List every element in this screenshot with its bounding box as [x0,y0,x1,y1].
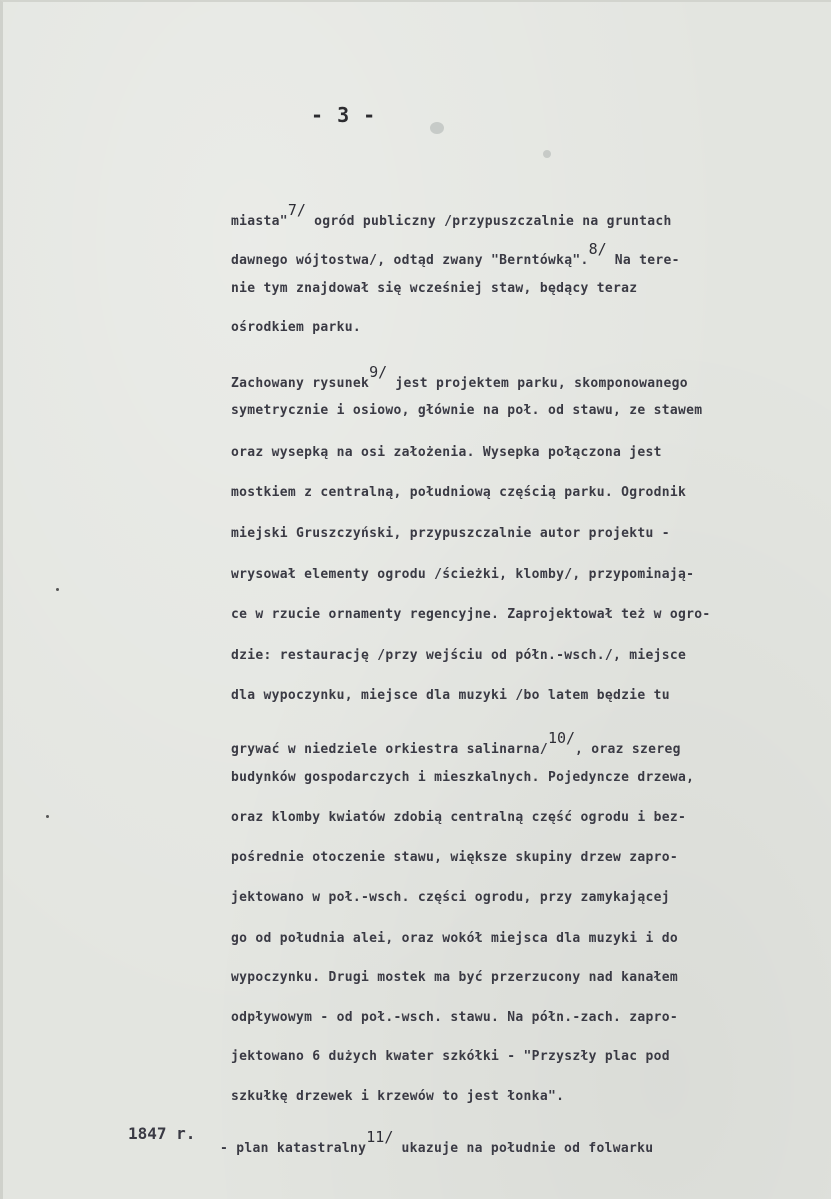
paper-speck [430,122,444,134]
text-line: wypoczynku. Drugi mostek ma być przerzucony nad kanałem [231,970,678,985]
text-segment: Na tere- [606,253,680,268]
footnote-ref-10: 10/ [547,729,576,747]
text-line: ce w rzucie ornamenty regencyjne. Zaprojektował też w ogro- [231,607,711,622]
text-line: symetrycznie i osiowo, głównie na poł. od stawu, ze stawem [231,403,703,418]
text-segment: jest projektem parku, skomponowanego [387,376,688,391]
text-line: budynków gospodarczych i mieszkalnych. Pojedyncze drzewa, [231,770,695,785]
text-line: dzie: restaurację /przy wejściu od półn.-wsch./, miejsce [231,648,687,663]
text-segment: ukazuje na południe od folwarku [393,1141,654,1156]
text-segment: Zachowany rysunek [231,376,370,391]
text-line [231,201,672,229]
margin-mark [46,815,49,818]
text-line: ośrodkiem parku. [231,320,362,335]
text-segment: , oraz szereg [575,742,681,757]
text-line: pośrednie otoczenie stawu, większe skupiny drzew zapro- [231,850,678,865]
text-line: oraz wysepką na osi założenia. Wysepka połączona jest [231,445,662,460]
paper-speck [543,150,551,158]
footnote-ref-7: 7/ [287,201,306,219]
text-segment: dawnego wójtostwa/, odtąd zwany "Berntówką". [231,253,589,268]
text-segment: grywać w niedziele orkiestra salinarna/ [231,742,548,757]
footnote-ref-8: 8/ [588,240,607,258]
text-segment: miasta" [231,214,288,229]
text-segment: - plan katastralny [220,1141,367,1156]
text-line [231,240,680,268]
margin-mark [56,588,59,591]
text-line: szkułkę drzewek i krzewów to jest łonka". [231,1089,565,1104]
page-number: - 3 - [311,103,377,127]
text-line [231,729,681,757]
text-line: mostkiem z centralną, południową częścią parku. Ogrodnik [231,485,687,500]
text-line: dla wypoczynku, miejsce dla muzyki /bo latem będzie tu [231,688,670,703]
text-line: odpływowym - od poł.-wsch. stawu. Na półn.-zach. zapro- [231,1010,678,1025]
text-line: nie tym znajdował się wcześniej staw, będący teraz [231,281,638,296]
footnote-ref-11: 11/ [366,1128,394,1146]
text-line: go od południa alei, oraz wokół miejsca dla muzyki i do [231,931,678,946]
text-line: jektowano 6 dużych kwater szkółki - "Przyszły plac pod [231,1049,670,1064]
text-line: wrysował elementy ogrodu /ścieżki, klomby/, przypominają- [231,567,695,582]
text-line: jektowano w poł.-wsch. części ogrodu, przy zamykającej [231,890,670,905]
footnote-ref-9: 9/ [369,363,388,381]
text-line: miejski Gruszczyński, przypuszczalnie autor projektu - [231,526,670,541]
text-segment: ogród publiczny /przypuszczalnie na gruntach [305,214,672,229]
text-line [231,363,688,391]
year-label: 1847 r. [128,1124,196,1143]
text-line: oraz klomby kwiatów zdobią centralną część ogrodu i bez- [231,810,687,825]
text-line [220,1128,653,1156]
